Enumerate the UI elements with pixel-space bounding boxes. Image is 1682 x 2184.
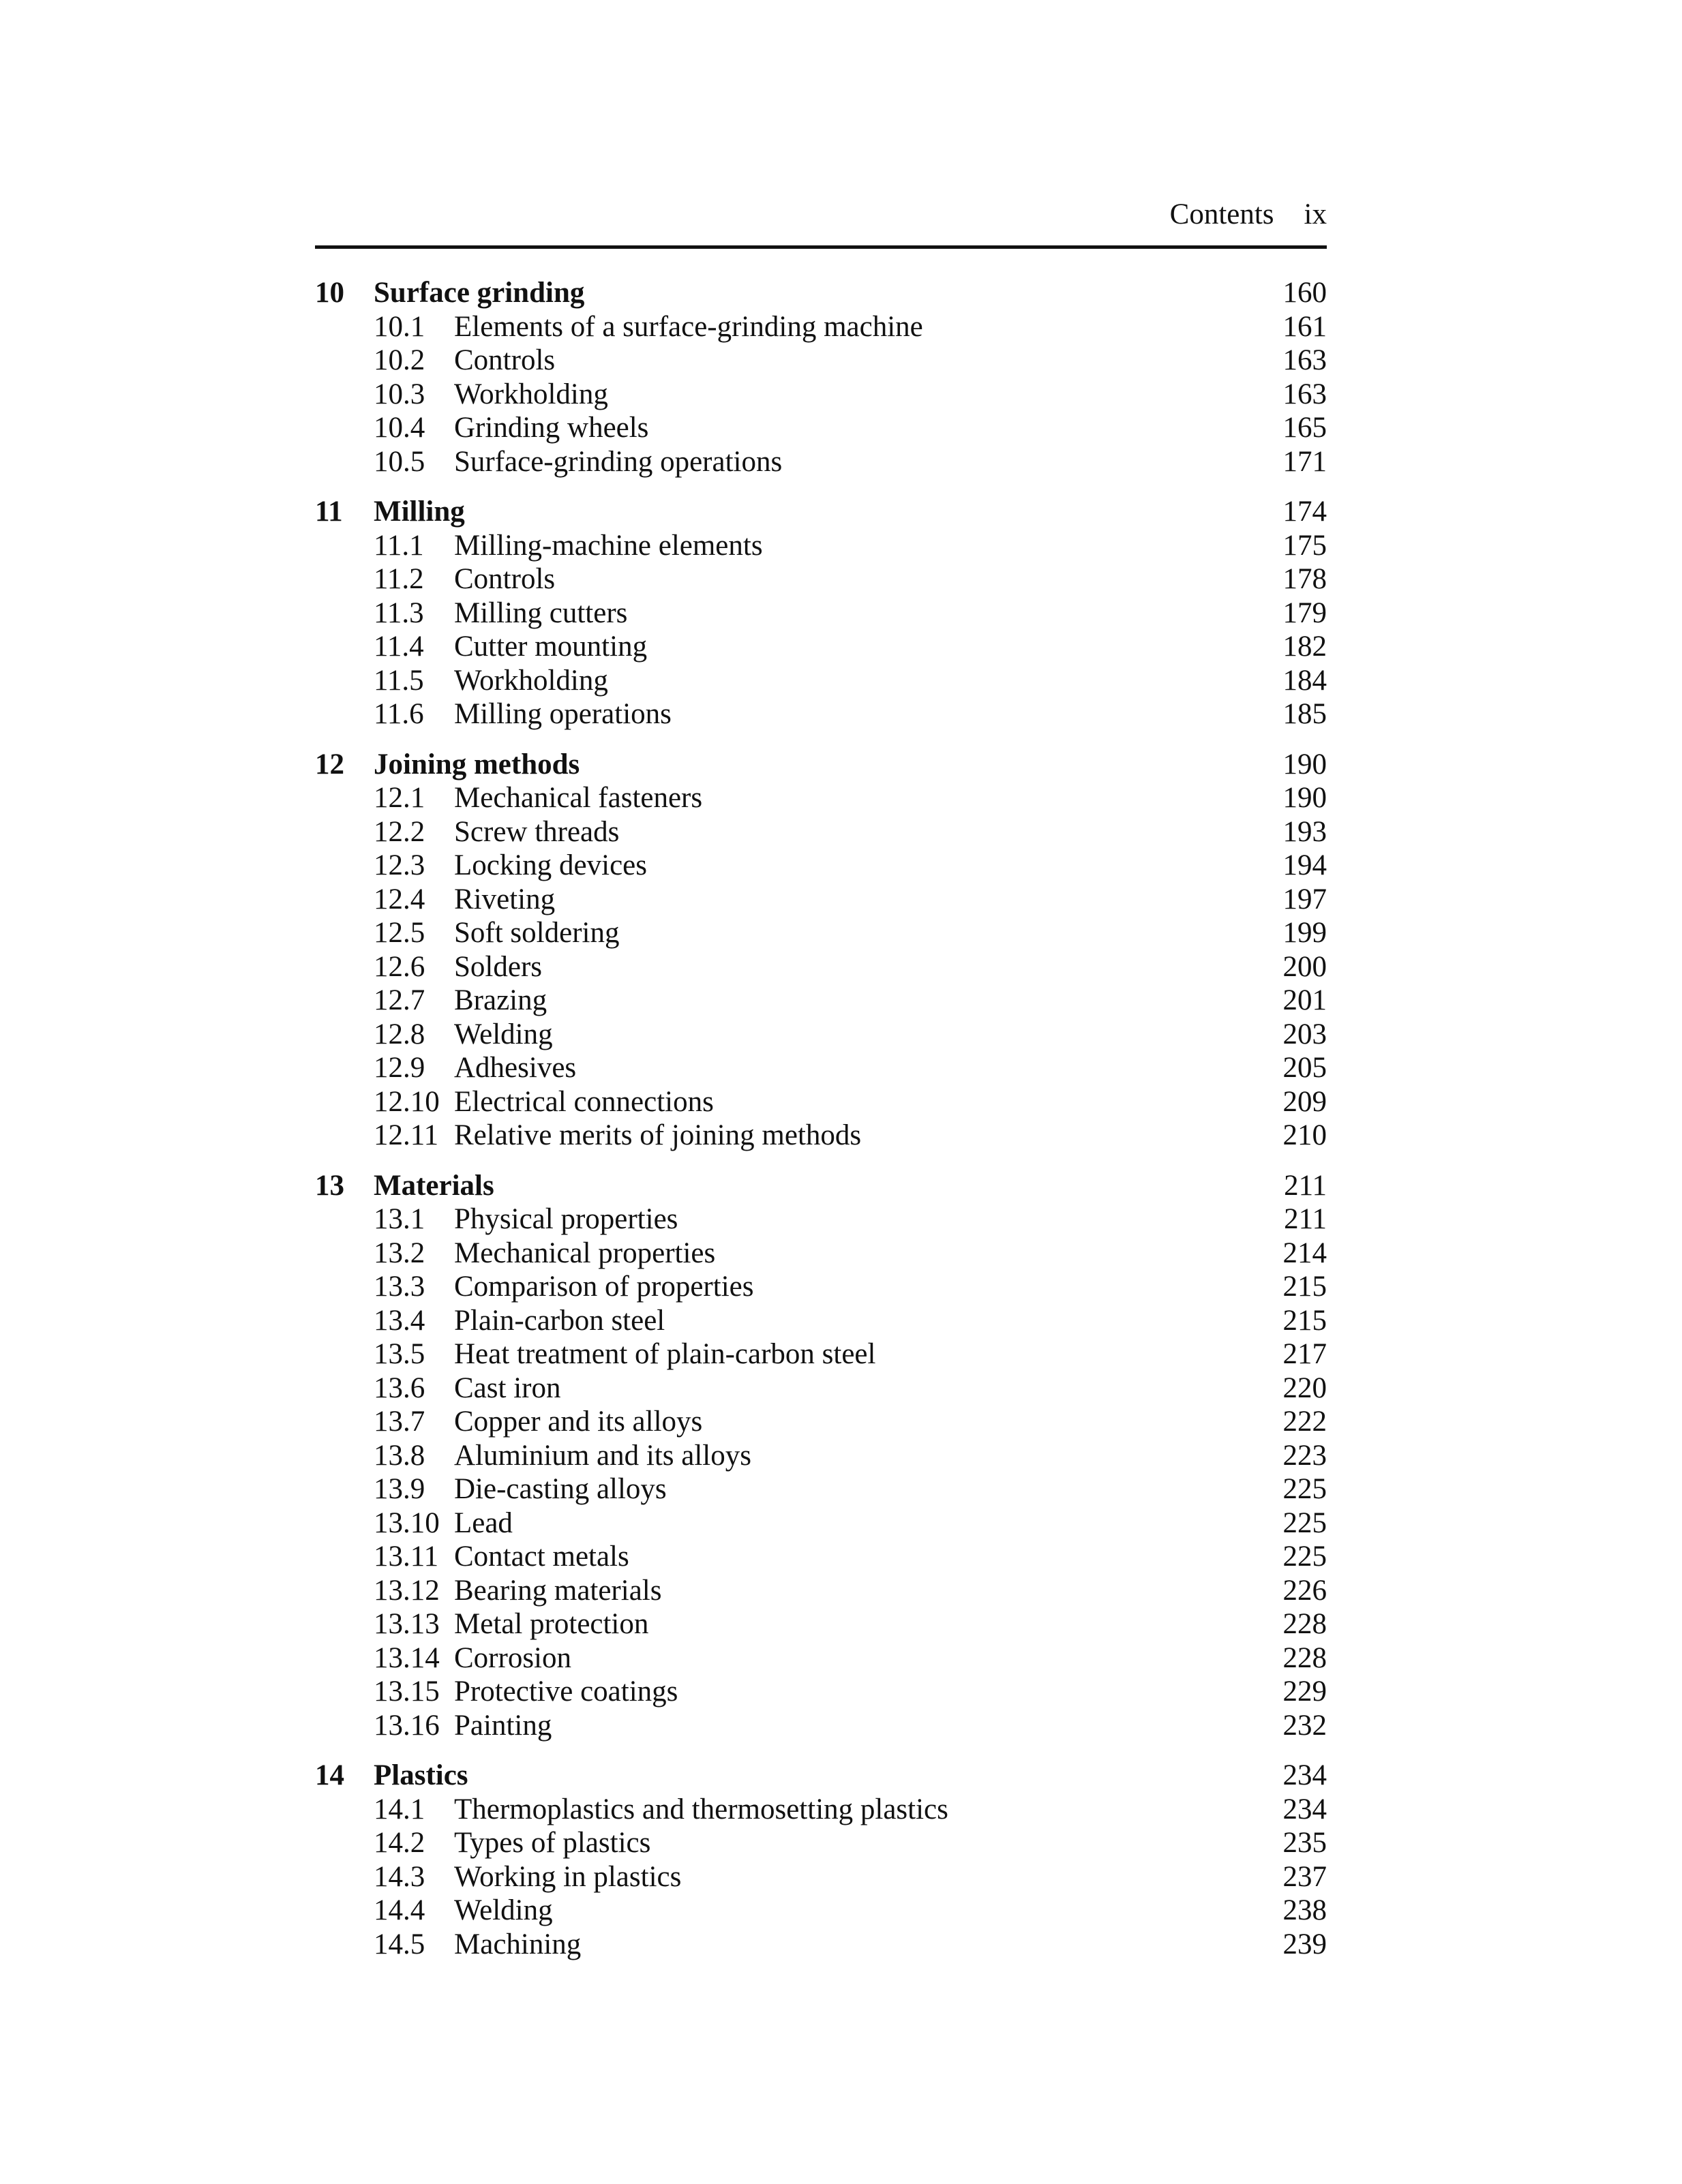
- section-title: Adhesives: [454, 1052, 577, 1084]
- chapter-entry[interactable]: [315, 1759, 1327, 1793]
- section-entry[interactable]: [315, 1439, 1327, 1473]
- section-number: 12.1: [374, 782, 425, 814]
- section-page-number: 165: [1282, 412, 1327, 444]
- section-title: Metal protection: [454, 1608, 649, 1640]
- chapter-entry[interactable]: [315, 495, 1327, 529]
- section-entry[interactable]: [315, 1119, 1327, 1153]
- section-page-number: 225: [1282, 1506, 1327, 1539]
- section-entry[interactable]: [315, 781, 1327, 815]
- section-title: Grinding wheels: [454, 412, 649, 444]
- section-title: Milling cutters: [454, 596, 628, 629]
- chapter-number: 14: [315, 1759, 344, 1791]
- section-title: Controls: [454, 344, 556, 376]
- chapter-page-number: 174: [1282, 496, 1327, 528]
- section-page-number: 175: [1282, 529, 1327, 562]
- section-title: Cast iron: [454, 1371, 561, 1404]
- section-entry[interactable]: [315, 1472, 1327, 1506]
- section-number: 12.5: [374, 917, 425, 949]
- section-number: 10.5: [374, 445, 425, 478]
- section-entry[interactable]: [315, 411, 1327, 445]
- section-page-number: 210: [1282, 1119, 1327, 1151]
- section-page-number: 163: [1282, 378, 1327, 410]
- section-entry[interactable]: [315, 1675, 1327, 1709]
- section-number: 13.15: [374, 1675, 440, 1708]
- section-title: Protective coatings: [454, 1675, 678, 1708]
- section-page-number: 200: [1282, 950, 1327, 983]
- section-entry[interactable]: [315, 849, 1327, 883]
- section-title: Working in plastics: [454, 1860, 682, 1893]
- chapter-page-number: 211: [1284, 1169, 1327, 1202]
- section-page-number: 201: [1282, 984, 1327, 1016]
- section-entry[interactable]: [315, 984, 1327, 1018]
- section-number: 12.7: [374, 984, 425, 1016]
- section-page-number: 229: [1282, 1675, 1327, 1708]
- section-number: 13.9: [374, 1473, 425, 1505]
- section-entry[interactable]: [315, 1405, 1327, 1439]
- section-title: Corrosion: [454, 1641, 571, 1674]
- section-page-number: 193: [1282, 815, 1327, 848]
- section-title: Electrical connections: [454, 1085, 714, 1118]
- section-number: 11.6: [374, 698, 424, 730]
- section-page-number: 232: [1282, 1709, 1327, 1742]
- section-title: Copper and its alloys: [454, 1406, 703, 1438]
- section-page-number: 163: [1282, 344, 1327, 376]
- section-number: 14.5: [374, 1928, 425, 1960]
- chapter-title: Surface grinding: [374, 277, 585, 309]
- section-number: 14.1: [374, 1793, 425, 1825]
- section-page-number: 209: [1282, 1085, 1327, 1118]
- section-entry[interactable]: [315, 310, 1327, 344]
- section-page-number: 211: [1284, 1203, 1327, 1235]
- section-page-number: 184: [1282, 664, 1327, 697]
- section-number: 13.16: [374, 1709, 440, 1742]
- section-page-number: 239: [1282, 1928, 1327, 1960]
- section-entry[interactable]: [315, 1928, 1327, 1962]
- section-title: Workholding: [454, 378, 608, 410]
- section-title: Physical properties: [454, 1203, 678, 1235]
- section-entry[interactable]: [315, 1018, 1327, 1052]
- section-entry[interactable]: [315, 883, 1327, 917]
- section-entry[interactable]: [315, 630, 1327, 664]
- section-title: Types of plastics: [454, 1827, 651, 1859]
- section-number: 11.4: [374, 631, 424, 663]
- section-entry[interactable]: [315, 1237, 1327, 1271]
- section-number: 13.5: [374, 1338, 425, 1370]
- section-title: Contact metals: [454, 1541, 629, 1573]
- section-entry[interactable]: [315, 1607, 1327, 1641]
- section-number: 13.10: [374, 1506, 440, 1539]
- section-page-number: 205: [1282, 1052, 1327, 1084]
- section-page-number: 226: [1282, 1574, 1327, 1607]
- section-page-number: 179: [1282, 596, 1327, 629]
- section-page-number: 194: [1282, 849, 1327, 881]
- section-entry[interactable]: [315, 1337, 1327, 1371]
- section-title: Locking devices: [454, 849, 647, 881]
- section-number: 13.7: [374, 1406, 425, 1438]
- section-entry[interactable]: [315, 1860, 1327, 1894]
- running-head: [315, 191, 1327, 241]
- chapter-entry[interactable]: [315, 1169, 1327, 1203]
- section-number: 10.3: [374, 378, 425, 410]
- section-page-number: 235: [1282, 1827, 1327, 1859]
- section-number: 13.11: [374, 1541, 439, 1573]
- section-number: 14.2: [374, 1827, 425, 1859]
- section-page-number: 161: [1282, 310, 1327, 343]
- chapter-page-number: 234: [1282, 1759, 1327, 1791]
- chapter-page-number: 160: [1282, 277, 1327, 309]
- section-page-number: 178: [1282, 563, 1327, 595]
- section-number: 12.8: [374, 1018, 425, 1050]
- section-page-number: 228: [1282, 1641, 1327, 1674]
- section-page-number: 238: [1282, 1894, 1327, 1926]
- chapter-block: [315, 495, 1327, 731]
- section-page-number: 182: [1282, 631, 1327, 663]
- section-page-number: 220: [1282, 1371, 1327, 1404]
- section-title: Machining: [454, 1928, 582, 1960]
- section-number: 12.10: [374, 1085, 440, 1118]
- section-page-number: 228: [1282, 1608, 1327, 1640]
- section-title: Lead: [454, 1506, 513, 1539]
- chapter-title: Materials: [374, 1169, 494, 1202]
- section-page-number: 214: [1282, 1237, 1327, 1269]
- section-entry[interactable]: [315, 1793, 1327, 1827]
- section-entry[interactable]: [315, 1051, 1327, 1085]
- section-title: Bearing materials: [454, 1574, 662, 1607]
- section-number: 10.1: [374, 310, 425, 343]
- chapter-block: [315, 748, 1327, 1153]
- section-title: Thermoplastics and thermosetting plastics: [454, 1793, 948, 1825]
- section-title: Controls: [454, 563, 556, 595]
- section-entry[interactable]: [315, 562, 1327, 596]
- section-entry[interactable]: [315, 1826, 1327, 1860]
- chapter-title: Plastics: [374, 1759, 468, 1791]
- chapter-entry[interactable]: [315, 276, 1327, 310]
- section-title: Milling operations: [454, 698, 672, 730]
- chapter-title: Milling: [374, 496, 465, 528]
- section-number: 13.12: [374, 1574, 440, 1607]
- section-title: Welding: [454, 1018, 553, 1050]
- section-number: 12.2: [374, 815, 425, 848]
- section-title: Elements of a surface-grinding machine: [454, 310, 923, 343]
- section-title: Workholding: [454, 664, 608, 697]
- section-entry[interactable]: [315, 950, 1327, 984]
- section-number: 13.6: [374, 1371, 425, 1404]
- section-page-number: 199: [1282, 917, 1327, 949]
- section-entry[interactable]: [315, 916, 1327, 950]
- section-entry[interactable]: [315, 378, 1327, 412]
- section-number: 12.6: [374, 950, 425, 983]
- running-head-title: Contents: [1169, 198, 1274, 230]
- section-number: 13.8: [374, 1439, 425, 1472]
- section-page-number: 222: [1282, 1406, 1327, 1438]
- section-page-number: 185: [1282, 698, 1327, 730]
- section-number: 13.14: [374, 1641, 440, 1674]
- section-page-number: 234: [1282, 1793, 1327, 1825]
- section-page-number: 190: [1282, 782, 1327, 814]
- section-entry[interactable]: [315, 596, 1327, 631]
- section-entry[interactable]: [315, 1540, 1327, 1574]
- section-number: 11.1: [374, 529, 424, 562]
- section-number: 13.3: [374, 1271, 425, 1303]
- section-page-number: 223: [1282, 1439, 1327, 1472]
- section-title: Die-casting alloys: [454, 1473, 667, 1505]
- section-page-number: 225: [1282, 1473, 1327, 1505]
- section-page-number: 215: [1282, 1304, 1327, 1337]
- section-title: Heat treatment of plain-carbon steel: [454, 1338, 876, 1370]
- section-entry[interactable]: [315, 344, 1327, 378]
- section-title: Surface-grinding operations: [454, 445, 783, 478]
- section-title: Plain-carbon steel: [454, 1304, 665, 1337]
- section-entry[interactable]: [315, 1506, 1327, 1541]
- section-page-number: 203: [1282, 1018, 1327, 1050]
- section-entry[interactable]: [315, 1270, 1327, 1304]
- section-number: 13.13: [374, 1608, 440, 1640]
- section-page-number: 217: [1282, 1338, 1327, 1370]
- section-entry[interactable]: [315, 664, 1327, 698]
- chapter-entry[interactable]: [315, 748, 1327, 782]
- section-number: 11.3: [374, 596, 424, 629]
- chapter-number: 10: [315, 277, 344, 309]
- section-entry[interactable]: [315, 1202, 1327, 1237]
- section-entry[interactable]: [315, 529, 1327, 563]
- contents-page: [315, 191, 1327, 1977]
- section-title: Aluminium and its alloys: [454, 1439, 751, 1472]
- section-number: 11.5: [374, 664, 424, 697]
- section-title: Brazing: [454, 984, 547, 1016]
- section-entry[interactable]: [315, 445, 1327, 479]
- section-title: Welding: [454, 1894, 553, 1926]
- chapter-block: [315, 1169, 1327, 1743]
- section-number: 13.2: [374, 1237, 425, 1269]
- chapter-number: 13: [315, 1169, 344, 1202]
- table-of-contents: [315, 276, 1327, 1961]
- chapter-number: 11: [315, 496, 343, 528]
- section-entry[interactable]: [315, 1371, 1327, 1406]
- section-title: Mechanical fasteners: [454, 782, 703, 814]
- section-entry[interactable]: [315, 697, 1327, 731]
- section-title: Cutter mounting: [454, 631, 648, 663]
- section-number: 14.4: [374, 1894, 425, 1926]
- section-page-number: 215: [1282, 1271, 1327, 1303]
- chapter-block: [315, 276, 1327, 479]
- section-page-number: 197: [1282, 883, 1327, 915]
- section-page-number: 237: [1282, 1860, 1327, 1893]
- section-number: 10.2: [374, 344, 425, 376]
- section-entry[interactable]: [315, 1894, 1327, 1928]
- section-title: Painting: [454, 1709, 552, 1742]
- section-title: Solders: [454, 950, 542, 983]
- section-number: 11.2: [374, 563, 424, 595]
- section-entry[interactable]: [315, 1709, 1327, 1743]
- section-entry[interactable]: [315, 1085, 1327, 1119]
- section-number: 12.9: [374, 1052, 425, 1084]
- section-page-number: 225: [1282, 1541, 1327, 1573]
- section-entry[interactable]: [315, 1304, 1327, 1338]
- section-title: Milling-machine elements: [454, 529, 763, 562]
- section-number: 10.4: [374, 412, 425, 444]
- section-entry[interactable]: [315, 815, 1327, 849]
- section-number: 12.4: [374, 883, 425, 915]
- chapter-number: 12: [315, 748, 344, 780]
- section-title: Riveting: [454, 883, 556, 915]
- running-head-page-number: ix: [1304, 198, 1327, 230]
- section-title: Screw threads: [454, 815, 620, 848]
- section-entry[interactable]: [315, 1641, 1327, 1675]
- section-title: Mechanical properties: [454, 1237, 716, 1269]
- section-page-number: 171: [1282, 445, 1327, 478]
- section-title: Comparison of properties: [454, 1271, 754, 1303]
- section-number: 14.3: [374, 1860, 425, 1893]
- section-entry[interactable]: [315, 1574, 1327, 1608]
- header-rule: [315, 245, 1327, 249]
- chapter-title: Joining methods: [374, 748, 580, 780]
- section-title: Relative merits of joining methods: [454, 1119, 862, 1151]
- section-title: Soft soldering: [454, 917, 620, 949]
- section-number: 13.1: [374, 1203, 425, 1235]
- chapter-page-number: 190: [1282, 748, 1327, 780]
- section-number: 12.3: [374, 849, 425, 881]
- chapter-block: [315, 1759, 1327, 1961]
- section-number: 12.11: [374, 1119, 439, 1151]
- section-number: 13.4: [374, 1304, 425, 1337]
